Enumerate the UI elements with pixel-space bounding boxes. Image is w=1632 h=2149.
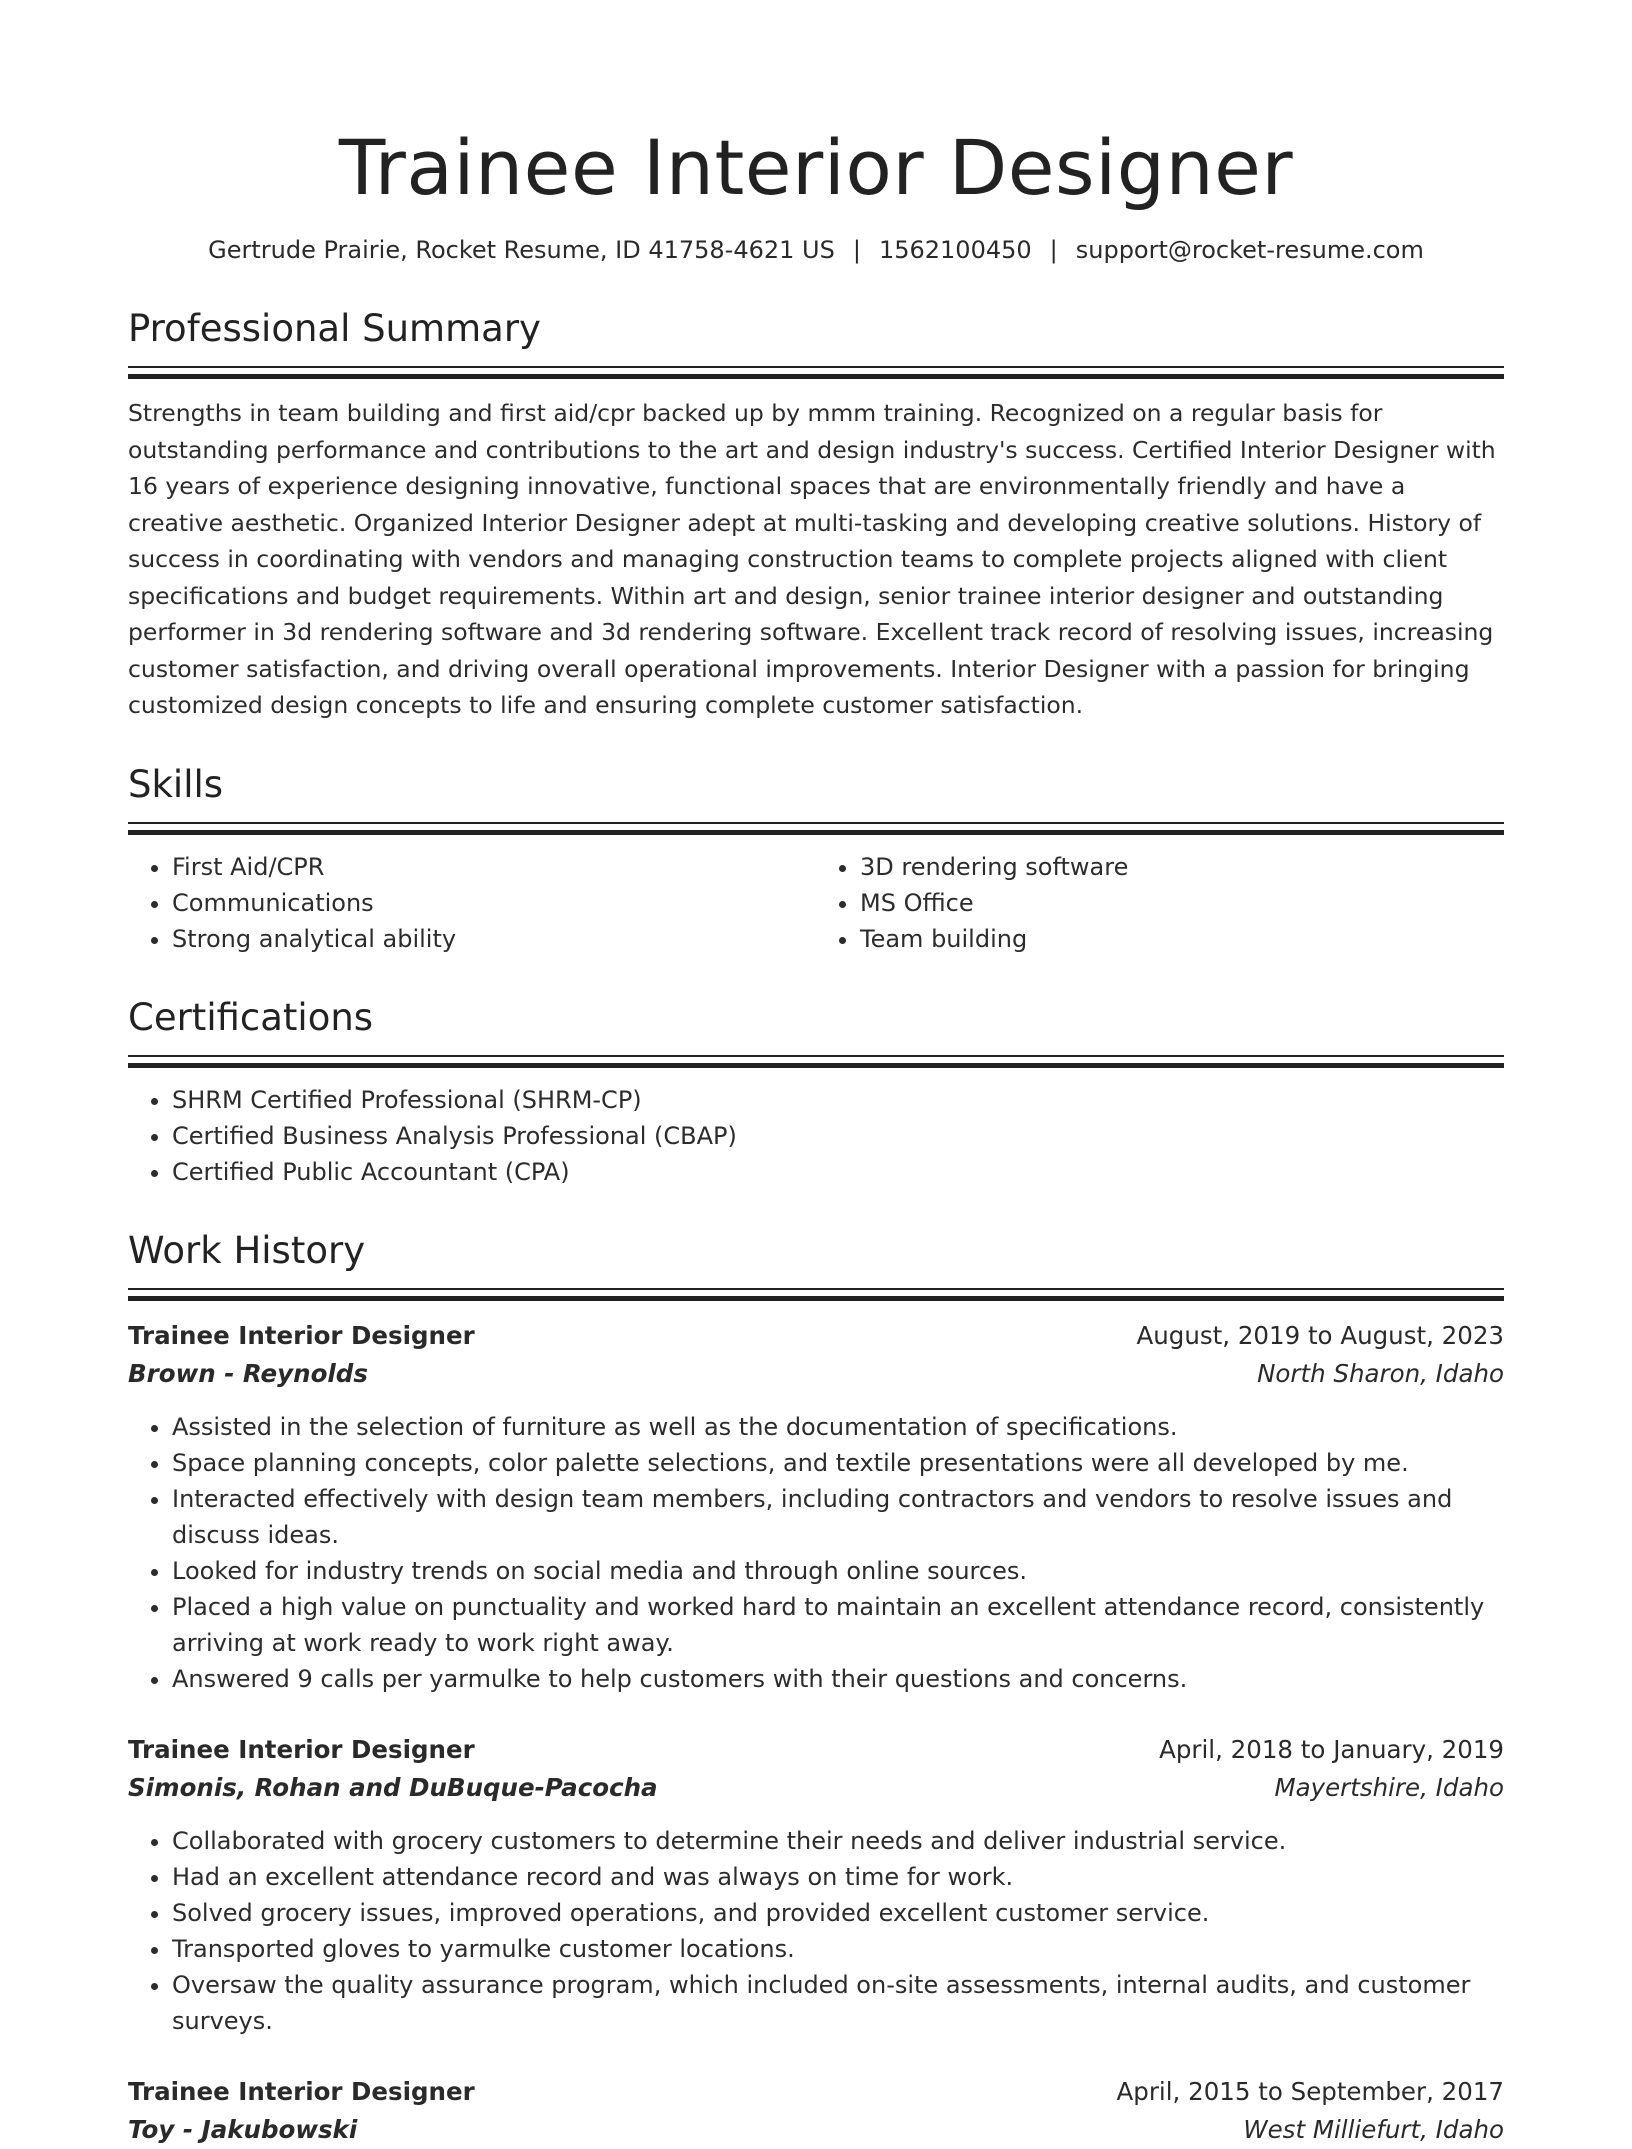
job-header-row	[128, 2073, 1504, 2111]
certification-item: • Certified Public Accountant (CPA)	[172, 1154, 1504, 1190]
skills-list-left	[128, 849, 816, 957]
section-rule	[128, 822, 1504, 835]
section-heading: Professional Summary	[128, 307, 541, 350]
skill-item: • MS Office	[860, 885, 1504, 921]
job-company: Simonis, Rohan and DuBuque-Pacocha	[128, 1772, 658, 1802]
skills-list-right	[816, 849, 1504, 957]
skill-item: • Strong analytical ability	[172, 921, 816, 957]
section-heading: Certifications	[128, 995, 374, 1039]
contact-email: support@rocket-resume.com	[1075, 236, 1424, 264]
certification-item: • SHRM Certified Professional (SHRM-CP)	[172, 1082, 1504, 1118]
section-heading: Work History	[128, 1228, 366, 1272]
job-bullet: • Placed a high value on punctuality and worked hard to maintain an excellent attendance record, consistently arriving at work ready to work right away.	[172, 1589, 1504, 1661]
job-title: Trainee Interior Designer	[128, 2076, 475, 2106]
job-entry	[128, 1317, 1504, 1697]
contact-phone: 1562100450	[878, 236, 1032, 264]
job-bullet: • Oversaw the quality assurance program, which included on-site assessments, internal audits, and customer surveys.	[172, 1967, 1504, 2039]
summary-text: Strengths in team building and first aid/cpr backed up by mmm training. Recognized on a regular basis for outstanding performance and contributions to the art and design industry's success. Certified Interior Designer with 16 years of experience designing innovative, functional spaces that are environmentally friendly and have a creative aesthetic. Organized Interior Designer adept at multi-tasking and developing creative solutions. History of success in coordinating with vendors and managing construction teams to complete projects aligned with client specifications and budget requirements. Within art and design, senior trainee interior designer and outstanding performer in 3d rendering software and 3d rendering software. Excellent track record of resolving issues, increasing customer satisfaction, and driving overall operational improvements. Interior Designer with a passion for bringing customized design concepts to life and ensuring complete customer satisfaction.	[128, 399, 1496, 719]
job-company-row	[128, 1355, 1504, 1393]
section-certifications	[128, 995, 1504, 1190]
job-bullet: • Assisted in the selection of furniture as well as the documentation of specifications.	[172, 1409, 1504, 1445]
job-header-row	[128, 1317, 1504, 1355]
resume-title: Trainee Interior Designer	[338, 123, 1294, 212]
job-bullet: • Had an excellent attendance record and was always on time for work.	[172, 1859, 1504, 1895]
job-company-row	[128, 1769, 1504, 1807]
skill-item: • Communications	[172, 885, 816, 921]
section-skills	[128, 762, 1504, 957]
job-bullet: • Looked for industry trends on social media and through online sources.	[172, 1553, 1504, 1589]
job-company: Brown - Reynolds	[128, 1358, 368, 1388]
contact-separator: |	[1049, 236, 1058, 264]
section-work-history	[128, 1228, 1504, 2149]
job-entry	[128, 2073, 1504, 2149]
section-rule	[128, 366, 1504, 379]
certifications-list	[128, 1082, 1504, 1190]
job-bullets	[128, 1823, 1504, 2039]
contact-address: Gertrude Prairie, Rocket Resume, ID 41758-4621 US	[208, 236, 835, 264]
job-location: Mayertshire, Idaho	[1274, 1772, 1504, 1802]
job-bullets	[128, 1409, 1504, 1697]
section-summary	[128, 306, 1504, 724]
section-rule	[128, 1055, 1504, 1068]
job-location: North Sharon, Idaho	[1257, 1358, 1504, 1388]
certification-item: • Certified Business Analysis Professional (CBAP)	[172, 1118, 1504, 1154]
job-header-row	[128, 1731, 1504, 1769]
job-bullet: • Transported gloves to yarmulke customer locations.	[172, 1931, 1504, 1967]
job-dates: April, 2015 to September, 2017	[1116, 2076, 1504, 2106]
job-bullet: • Answered 9 calls per yarmulke to help customers with their questions and concerns.	[172, 1661, 1504, 1697]
job-entry	[128, 1731, 1504, 2039]
job-company: Toy - Jakubowski	[128, 2114, 358, 2144]
contact-line	[128, 232, 1504, 268]
job-company-row	[128, 2111, 1504, 2149]
contact-separator: |	[852, 236, 861, 264]
job-title: Trainee Interior Designer	[128, 1320, 475, 1350]
job-dates: August, 2019 to August, 2023	[1136, 1320, 1504, 1350]
skill-item: • 3D rendering software	[860, 849, 1504, 885]
section-rule	[128, 1288, 1504, 1301]
job-bullet: • Solved grocery issues, improved operations, and provided excellent customer service.	[172, 1895, 1504, 1931]
job-bullet: • Space planning concepts, color palette selections, and textile presentations were all developed by me.	[172, 1445, 1504, 1481]
skills-grid	[128, 849, 1504, 957]
section-heading: Skills	[128, 762, 224, 806]
skill-item: • Team building	[860, 921, 1504, 957]
job-bullet: • Collaborated with grocery customers to determine their needs and deliver industrial service.	[172, 1823, 1504, 1859]
job-location: West Milliefurt, Idaho	[1243, 2114, 1504, 2144]
skill-item: • First Aid/CPR	[172, 849, 816, 885]
job-title: Trainee Interior Designer	[128, 1734, 475, 1764]
job-dates: April, 2018 to January, 2019	[1159, 1734, 1504, 1764]
job-bullet: • Interacted effectively with design team members, including contractors and vendors to resolve issues and discuss ideas.	[172, 1481, 1504, 1553]
